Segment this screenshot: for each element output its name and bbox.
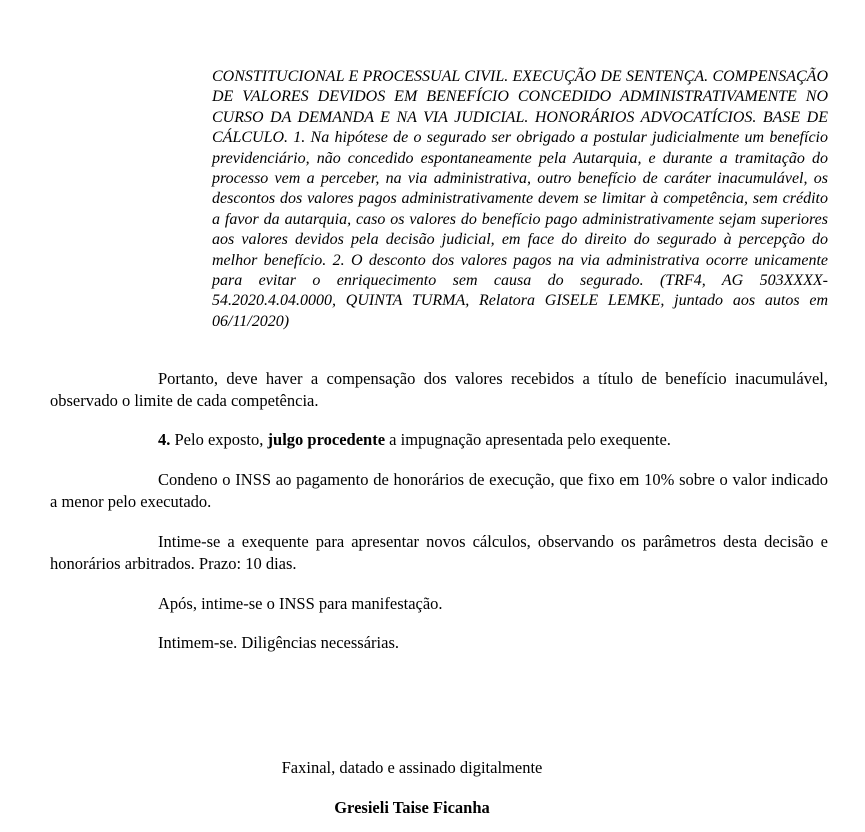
- paragraph-closing: [50, 632, 828, 654]
- paragraph-compensation: [50, 368, 828, 412]
- paragraph-text: Pelo exposto,: [170, 430, 268, 449]
- paragraph-text: a impugnação apresentada pelo exequente.: [385, 430, 671, 449]
- ruling-bold-text: julgo procedente: [267, 430, 386, 449]
- jurisprudence-quote: CONSTITUCIONAL E PROCESSUAL CIVIL. EXECUÇÃO DE SENTENÇA. COMPENSAÇÃO DE VALORES DEVIDOS EM BENEFÍCIO CONCEDIDO ADMINISTRATIVAMENTE NO CURSO DA DEMANDA E NA VIA JUDICIAL. HONORÁRIOS ADVOCATÍCIOS. BASE DE CÁLCULO. 1. Na hipótese de o segurado ser obrigado a postular judicialmente um benefício previdenciário, não concedido espontaneamente pela Autarquia, e durante a tramitação do processo vem a perceber, na via administrativa, outro benefício de caráter inacumulável, os descontos dos valores pagos administrativamente devem se limitar à competência, sem crédito a favor da autarquia, caso os valores do benefício pago administrativamente sejam superiores aos valores devidos pela decisão judicial, em face do direito do segurado à percepção do melhor benefício. 2. O desconto dos valores pagos na via administrativa ocorre unicamente para evitar o enriquecimento sem causa do segurado. (TRF4, AG 503XXXX-54.2020.4.04.0000, QUINTA TURMA, Relatora GISELE LEMKE, juntado aos autos em 06/11/2020): [212, 68, 828, 330]
- paragraph-fees: [50, 469, 828, 513]
- paragraph-text: Portanto, deve haver a compensação dos valores recebidos a título de benefício inacumulável, observado o limite de cada competência.: [50, 369, 828, 410]
- paragraph-ruling: [50, 429, 828, 451]
- signature-name: Gresieli Taise Ficanha: [334, 798, 490, 817]
- paragraph-text: Após, intime-se o INSS para manifestação.: [158, 594, 443, 613]
- signature-place-date: Faxinal, datado e assinado digitalmente: [281, 758, 543, 777]
- paragraph-text: Intime-se a exequente para apresentar novos cálculos, observando os parâmetros desta decisão e honorários arbitrados. Prazo: 10 dias.: [50, 532, 828, 573]
- paragraph-inss-notice: [50, 593, 828, 615]
- paragraph-text: Condeno o INSS ao pagamento de honorários de execução, que fixo em 10% sobre o valor indicado a menor pelo executado.: [50, 470, 828, 511]
- paragraph-text: Intimem-se. Diligências necessárias.: [158, 633, 399, 652]
- item-number: 4.: [158, 430, 171, 449]
- paragraph-new-calculations: [50, 531, 828, 575]
